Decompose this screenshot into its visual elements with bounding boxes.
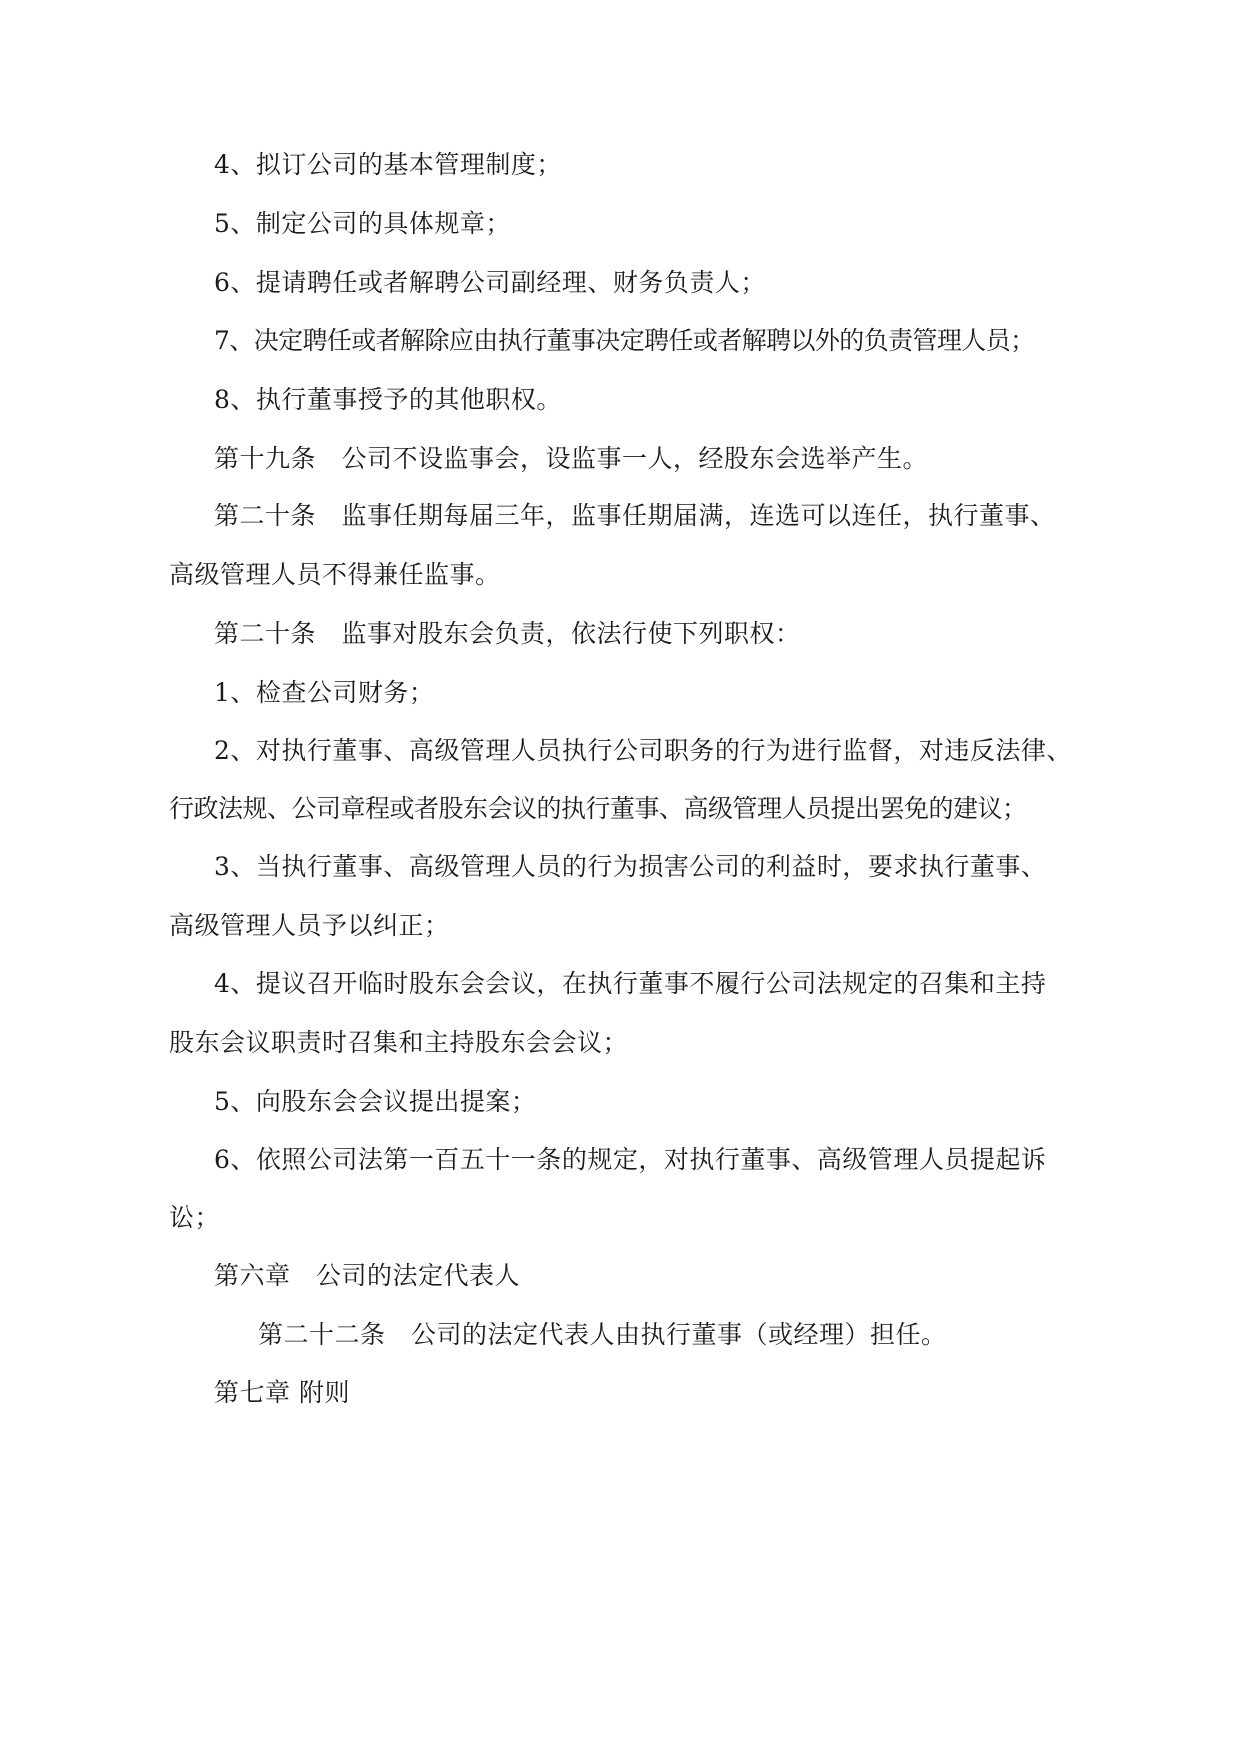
text-line: 股东会议职责时召集和主持股东会会议； bbox=[169, 1028, 629, 1057]
text-line: 第二十二条 公司的法定代表人由执行董事（或经理）担任。 bbox=[258, 1320, 947, 1349]
text-line: 高级管理人员不得兼任监事。 bbox=[169, 560, 501, 589]
text-line: 6、提请聘任或者解聘公司副经理、财务负责人； bbox=[214, 268, 766, 297]
text-line: 7、决定聘任或者解除应由执行董事决定聘任或者解聘以外的负责管理人员； bbox=[214, 326, 1035, 355]
text-line: 行政法规、公司章程或者股东会议的执行董事、高级管理人员提出罢免的建议； bbox=[169, 794, 1027, 823]
text-line: 第二十条 监事任期每届三年，监事任期届满，连选可以连任，执行董事、 bbox=[214, 501, 1056, 530]
text-line: 5、制定公司的具体规章； bbox=[214, 209, 511, 238]
text-line: 高级管理人员予以纠正； bbox=[169, 911, 450, 940]
text-line: 第十九条 公司不设监事会，设监事一人，经股东会选举产生。 bbox=[214, 444, 929, 473]
chapter-heading: 第六章 公司的法定代表人 bbox=[214, 1261, 521, 1290]
text-line: 6、依照公司法第一百五十一条的规定，对执行董事、高级管理人员提起诉 bbox=[214, 1145, 1047, 1174]
text-line: 讼； bbox=[169, 1203, 221, 1232]
text-line: 4、提议召开临时股东会会议，在执行董事不履行公司法规定的召集和主持 bbox=[214, 969, 1047, 998]
text-line: 8、执行董事授予的其他职权。 bbox=[214, 385, 562, 414]
text-line: 2、对执行董事、高级管理人员执行公司职务的行为进行监督，对违反法律、 bbox=[214, 736, 1072, 765]
text-line: 4、拟订公司的基本管理制度； bbox=[214, 150, 562, 179]
text-line: 第二十条 监事对股东会负责，依法行使下列职权： bbox=[214, 619, 801, 648]
text-line: 5、向股东会会议提出提案； bbox=[214, 1087, 537, 1116]
text-line: 1、检查公司财务； bbox=[214, 678, 435, 707]
text-line: 3、当执行董事、高级管理人员的行为损害公司的利益时，要求执行董事、 bbox=[214, 852, 1047, 881]
chapter-heading: 第七章 附则 bbox=[214, 1378, 350, 1407]
